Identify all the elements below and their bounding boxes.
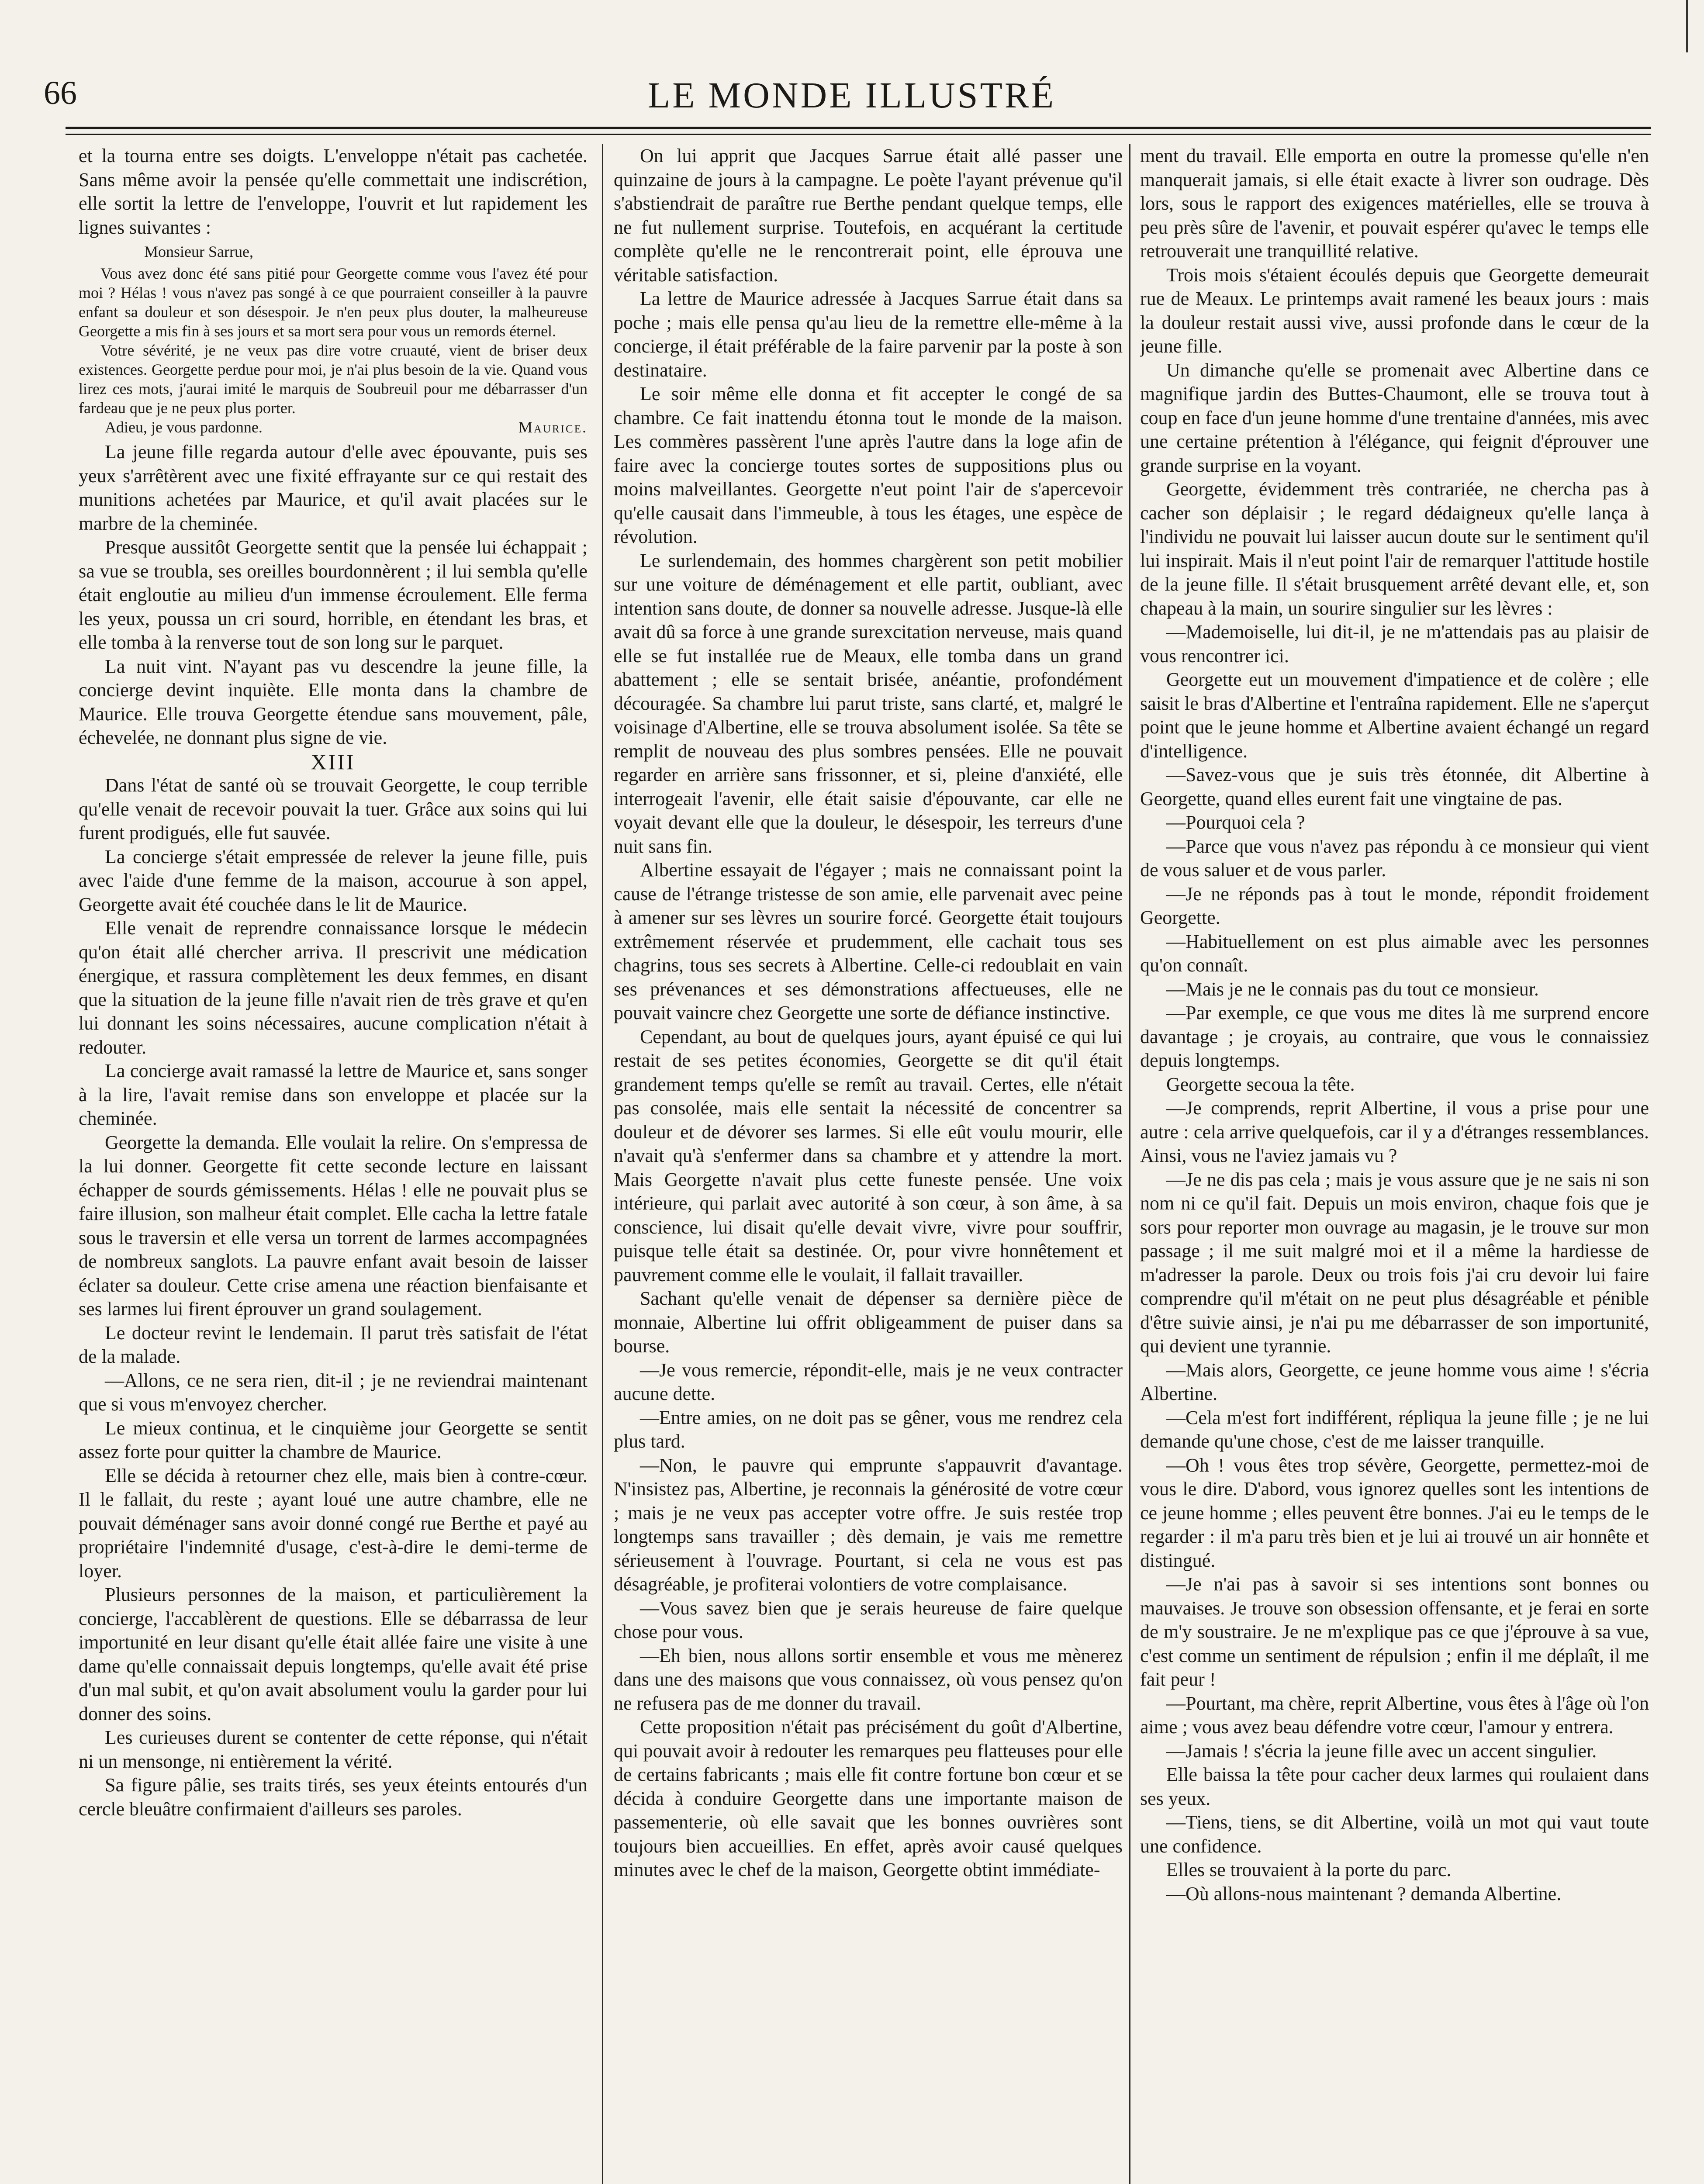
paragraph: Georgette la demanda. Elle voulait la relire. On s'empressa de la lui donner. Georgette fit cette seconde lecture en laissant échapper de sourds gémissements. Hélas ! elle ne pouvait plus se faire illusion, son malheur était complet. Elle cacha la lettre fatale sous le traversin et elle versa un torrent de larmes accompagnées de nombreux sanglots. La pauvre enfant avait besoin de laisser éclater sa douleur. Cette crise amena une réaction bienfaisante et ses larmes lui firent éprouver un grand soulagement. [79,1131,588,1320]
paragraph: —Je n'ai pas à savoir si ses intentions sont bonnes ou mauvaises. Je trouve son obsession offensante, et je ferai en sorte de m'y soustraire. Je ne m'explique pas ce que j'éprouve à sa vue, c'est comme un sentiment de répulsion ; enfin il me déplaît, il me fait peur ! [1140,1573,1649,1690]
paragraph: Le docteur revint le lendemain. Il parut très satisfait de l'état de la malade. [79,1322,588,1367]
paragraph: Albertine essayait de l'égayer ; mais ne connaissant point la cause de l'étrange tristesse de son amie, elle parvenait avec peine à amener sur ses lèvres un sourire forcé. Georgette était toujours extrêmement réservée et prudemment, elle cachait tous ses chagrins, tous ses secrets à Albertine. Celle-ci redoublait en vain ses prévenances et ses démonstrations affectueuses, elle ne pouvait vaincre chez Georgette une sorte de défiance instinctive. [614,859,1123,1023]
journal-title: LE MONDE ILLUSTRÉ [647,75,1056,116]
column-3 [1140,144,1649,2184]
paragraph: La lettre de Maurice adressée à Jacques Sarrue était dans sa poche ; mais elle pensa qu'au lieu de la remettre elle-même à la concierge, il était préférable de la faire parvenir par la poste à son destinataire. [614,288,1123,381]
paragraph: et la tourna entre ses doigts. L'enveloppe n'était pas cachetée. Sans même avoir la pensée qu'elle commettait une indiscrétion, elle sortit la lettre de l'enveloppe, l'ouvrit et lut rapidement les lignes suivantes : [79,145,588,238]
paragraph: —Pourtant, ma chère, reprit Albertine, vous êtes à l'âge où l'on aime ; vous avez beau défendre votre cœur, l'amour y entrera. [1140,1692,1649,1738]
paragraph: —Entre amies, on ne doit pas se gêner, vous me rendrez cela plus tard. [614,1406,1123,1452]
paragraph: —Où allons-nous maintenant ? demanda Albertine. [1166,1883,1562,1904]
paragraph: —Tiens, tiens, se dit Albertine, voilà un mot qui vaut toute une confidence. [1140,1811,1649,1857]
letter-salutation: Monsieur Sarrue, [144,243,253,260]
paragraph: —Pourquoi cela ? [1166,812,1305,833]
paragraph: —Mademoiselle, lui dit-il, je ne m'attendais pas au plaisir de vous rencontrer ici. [1140,621,1649,667]
paragraph: Elle se décida à retourner chez elle, mais bien à contre-cœur. Il le fallait, du reste ; ayant loué une autre chambre, elle ne pouvait déménager sans avoir donné congé rue Berthe et payé au propriétaire l'indemnité d'usage, c'est-à-dire le demi-terme de loyer. [79,1465,588,1582]
paragraph: —Oh ! vous êtes trop sévère, Georgette, permettez-moi de vous le dire. D'abord, vous ignorez quelles sont les intentions de ce jeune homme ; elles peuvent être bonnes. J'ai eu le temps de le regarder : il m'a paru très bien et je lui ai trouvé un air honnête et distingué. [1140,1454,1649,1571]
paragraph: Sa figure pâlie, ses traits tirés, ses yeux éteints entourés d'un cercle bleuâtre confirmaient d'ailleurs ses paroles. [79,1774,588,1820]
paragraph: —Savez-vous que je suis très étonnée, dit Albertine à Georgette, quand elles eurent fait une vingtaine de pas. [1140,764,1649,809]
paragraph: —Jamais ! s'écria la jeune fille avec un accent singulier. [1166,1740,1597,1762]
paragraph: Le soir même elle donna et fit accepter le congé de sa chambre. Ce fait inattendu étonna tout le monde de la maison. Les commères passèrent l'une après l'autre dans la loge afin de faire avec la concierge toutes sortes de suppositions plus ou moins malveillantes. Georgette n'eut point l'air de s'apercevoir qu'elle causait dans l'immeuble, à tous les étages, une espèce de révolution. [614,383,1123,547]
paragraph: Cependant, au bout de quelques jours, ayant épuisé ce qui lui restait de ses petites économies, Georgette se dit qu'il était grandement temps qu'elle se remît au travail. Certes, elle n'était pas consolée, mais elle sentait la nécessité de concentrer sa douleur et de dévorer ses larmes. Si elle eût voulu mourir, elle n'avait qu'à s'enfermer dans sa chambre et y attendre la mort. Mais Georgette n'avait plus cette funeste pensée. Une voix intérieure, qui parlait avec autorité à son cœur, à son âme, à sa conscience, lui disait qu'elle devait vivre, vivre pour souffrir, puisque telle était sa destinée. Or, pour vivre honnêtement et pauvrement comme elle le voulait, il fallait travailler. [614,1026,1123,1286]
paragraph: —Allons, ce ne sera rien, dit-il ; je ne reviendrai maintenant que si vous m'envoyez chercher. [79,1369,588,1415]
column-separator [602,144,603,2184]
header-rule [66,127,1651,129]
paragraph: ment du travail. Elle emporta en outre la promesse qu'elle n'en manquerait jamais, si elle était exacte à livrer son oudrage. Dès lors, sous le rapport des exigences matérielles, elle se trouva à peu près sûre de l'avenir, et pouvait espérer qu'avec le temps elle retrouverait une tranquillité relative. [1140,145,1649,262]
paragraph: Presque aussitôt Georgette sentit que la pensée lui échappait ; sa vue se troubla, ses oreilles bourdonnèrent ; il lui sembla qu'elle était engloutie au milieu d'un immense écroulement. Elle ferma les yeux, poussa un cri sourd, horrible, en étendant les bras, et elle tomba à la renverse tout de son long sur le parquet. [79,536,588,653]
paragraph: Les curieuses durent se contenter de cette réponse, qui n'était ni un mensonge, ni entièrement la vérité. [79,1727,588,1772]
letter-paragraph: Votre sévérité, je ne veux pas dire votre cruauté, vient de briser deux existences. Georgette perdue pour moi, je n'ai plus besoin de la vie. Quand vous lirez ces mots, j'aurai imité le marquis de Soubreuil pour me débarrasser d'un fardeau que je ne peux plus porter. [79,342,588,417]
letter-adieu: Adieu, je vous pardonne. [105,418,263,436]
paragraph: —Non, le pauvre qui emprunte s'appauvrit d'avantage. N'insistez pas, Albertine, je reconnais la générosité de votre cœur ; mais je ne veux pas accepter votre offre. Je suis restée trop longtemps sans travailler ; dès demain, je vais me remettre sérieusement à l'ouvrage. Pourtant, si cela ne vous est pas désagréable, je profiterai volontiers de votre complaisance. [614,1454,1123,1595]
column-2 [614,144,1123,2184]
paragraph: —Cela m'est fort indifférent, répliqua la jeune fille ; je ne lui demande qu'une chose, c'est de me laisser tranquille. [1140,1406,1649,1452]
paragraph: —Parce que vous n'avez pas répondu à ce monsieur qui vient de vous saluer et de vous parler. [1140,835,1649,881]
column-separator [1129,144,1130,2184]
paragraph: Le mieux continua, et le cinquième jour Georgette se sentit assez forte pour quitter la chambre de Maurice. [79,1417,588,1462]
paragraph: Elles se trouvaient à la porte du parc. [1166,1859,1452,1880]
paragraph: —Je comprends, reprit Albertine, il vous a prise pour une autre : cela arrive quelquefois, car il y a d'étranges ressemblances. Ainsi, vous ne l'aviez jamais vu ? [1140,1097,1649,1166]
paragraph: Cette proposition n'était pas précisément du goût d'Albertine, qui pouvait avoir à redouter les remarques peu flatteuses pour elle de certains fabricants ; mais elle fit contre fortune bon cœur et se décida à conduire Georgette dans une importante maison de passementerie, où elle savait que les bonnes ouvrières sont toujours bien accueillies. En effet, après avoir causé quelques minutes avec le chef de la maison, Georgette obtint immédiate- [614,1716,1123,1880]
paragraph: —Vous savez bien que je serais heureuse de faire quelque chose pour vous. [614,1597,1123,1642]
paragraph: —Mais alors, Georgette, ce jeune homme vous aime ! s'écria Albertine. [1140,1359,1649,1404]
chapter-heading: XIII [311,749,356,774]
paragraph: —Je ne réponds pas à tout le monde, répondit froidement Georgette. [1140,883,1649,928]
paragraph: La nuit vint. N'ayant pas vu descendre la jeune fille, la concierge devint inquiète. Elle monta dans la chambre de Maurice. Elle trouva Georgette étendue sans mouvement, pâle, échevelée, ne donnant plus signe de vie. [79,655,588,748]
paragraph: La jeune fille regarda autour d'elle avec épouvante, puis ses yeux s'arrêtèrent avec une fixité effrayante sur ce qui restait des munitions achetées par Maurice, et qu'il avait placées sur le marbre de la cheminée. [79,441,588,534]
header-rule-thin [66,134,1651,135]
column-1 [79,144,588,2184]
paragraph: Un dimanche qu'elle se promenait avec Albertine dans ce magnifique jardin des Buttes-Chaumont, elle se trouva tout à coup en face d'un jeune homme d'une trentaine d'années, mis avec une certaine prétention à l'élégance, qui feignit d'éprouver une grande surprise en la voyant. [1140,359,1649,476]
paragraph: —Habituellement on est plus aimable avec les personnes qu'on connaît. [1140,930,1649,976]
paragraph: —Je ne dis pas cela ; mais je vous assure que je ne sais ni son nom ni ce qu'il fait. Depuis un mois environ, chaque fois que je sors pour reporter mon ouvrage au magasin, je le trouve sur mon passage ; il me suit malgré moi et il a même la hardiesse de m'adresser la parole. Deux ou trois fois j'ai cru devoir lui faire comprendre qu'il m'était on ne peut plus désagréable et pénible d'être suivie ainsi, je n'ai pu me débarrasser de son importunité, qui devient une tyrannie. [1140,1168,1649,1357]
paragraph: —Par exemple, ce que vous me dites là me surprend encore davantage ; je croyais, au contraire, que vous le connaissiez depuis longtemps. [1140,1002,1649,1071]
paragraph: —Mais je ne le connais pas du tout ce monsieur. [1166,978,1539,1000]
paragraph: Sachant qu'elle venait de dépenser sa dernière pièce de monnaie, Albertine lui offrit obligeamment de puiser dans sa bourse. [614,1288,1123,1357]
paragraph: Plusieurs personnes de la maison, et particulièrement la concierge, l'accablèrent de questions. Elle se débarrassa de leur importunité en leur disant qu'elle était allée faire une visite à une dame qu'elle connaissait depuis longtemps, qu'elle avait été prise d'un mal subit, et qu'on avait absolument voulu la garder pour lui donner des soins. [79,1584,588,1724]
paragraph: Georgette eut un mouvement d'impatience et de colère ; elle saisit le bras d'Albertine et l'entraîna rapidement. Elle ne s'aperçut point que le jeune homme et Albertine avaient échangé un regard d'intelligence. [1140,669,1649,762]
page-number: 66 [44,75,77,111]
letter-paragraph: Vous avez donc été sans pitié pour Georgette comme vous l'avez été pour moi ? Hélas ! vous n'avez pas songé à ce que pourraient conseiller à la pauvre enfant sa douleur et son désespoir. Je n'en peux plus douter, la malheureuse Georgette a mis fin à ses jours et sa mort sera pour vous un remords éternel. [79,265,588,340]
paragraph: Le surlendemain, des hommes chargèrent son petit mobilier sur une voiture de déménagement et elle partit, oubliant, avec intention sans doute, de donner sa nouvelle adresse. Jusque-là elle avait dû sa force à une grande surexcitation nerveuse, mais quand elle se fut installée rue de Meaux, elle tomba dans un grand abattement ; elle se sentait brisée, anéantie, profondément découragée. Sa chambre lui parut triste, sans clarté, et, malgré le voisinage d'Albertine, elle se trouva absolument isolée. Sa tête se remplit de nouveau des plus sombres pensées. Elle ne pouvait regarder en arrière sans frissonner, et si, pleine d'anxiété, elle interrogeait l'avenir, elle était saisie d'épouvante, car elle ne voyait devant elle que la douleur, le désespoir, les terreurs d'une nuit sans fin. [614,549,1123,857]
paragraph: Elle venait de reprendre connaissance lorsque le médecin qu'on était allé chercher arriva. Il prescrivit une médication énergique, et rassura complètement les deux femmes, en disant que la situation de la jeune fille n'avait rien de très grave et qu'en lui donnant les soins nécessaires, aucune complication n'était à redouter. [79,917,588,1058]
page-edge-mark [1686,0,1688,52]
letter-signature: Maurice. [518,418,588,436]
quoted-letter [79,242,588,437]
paragraph: Georgette secoua la tête. [1166,1073,1355,1095]
paragraph: La concierge avait ramassé la lettre de Maurice et, sans songer à la lire, l'avait remise dans son enveloppe et placée sur la cheminée. [79,1060,588,1129]
paragraph: Elle baissa la tête pour cacher deux larmes qui roulaient dans ses yeux. [1140,1764,1649,1809]
paragraph: —Je vous remercie, répondit-elle, mais je ne veux contracter aucune dette. [614,1359,1123,1404]
paragraph: La concierge s'était empressée de relever la jeune fille, puis avec l'aide d'une femme de la maison, accourue à son appel, Georgette avait été couchée dans le lit de Maurice. [79,846,588,915]
paragraph: —Eh bien, nous allons sortir ensemble et vous me mènerez dans une des maisons que vous connaissez, où vous pensez qu'on ne refusera pas de me donner du travail. [614,1645,1123,1714]
paragraph: Dans l'état de santé où se trouvait Georgette, le coup terrible qu'elle venait de recevoir pouvait la tuer. Grâce aux soins qui lui furent prodigués, elle fut sauvée. [79,774,588,843]
letter-closing [79,418,588,437]
paragraph: On lui apprit que Jacques Sarrue était allé passer une quinzaine de jours à la campagne. Le poète l'ayant prévenue qu'il s'abstiendrait de paraître rue Berthe pendant quelque temps, elle ne fut nullement surprise. Toutefois, en acquérant la certitude complète qu'elle ne le rencontrerait point, elle éprouva une véritable satisfaction. [614,145,1123,286]
paragraph: Trois mois s'étaient écoulés depuis que Georgette demeurait rue de Meaux. Le printemps avait ramené les beaux jours : mais la douleur restait aussi vive, aussi profonde dans le cœur de la jeune fille. [1140,264,1649,357]
paragraph: Georgette, évidemment très contrariée, ne chercha pas à cacher son déplaisir ; le regard dédaigneux qu'elle lança à l'individu ne pouvait lui laisser aucun doute sur le sentiment qu'il lui inspirait. Mais il n'eut point l'air de remarquer l'attitude hostile de la jeune fille. Il s'était brusquement arrêté devant elle, et, son chapeau à la main, un sourire singulier sur les lèvres : [1140,478,1649,619]
page-header [44,74,1660,135]
